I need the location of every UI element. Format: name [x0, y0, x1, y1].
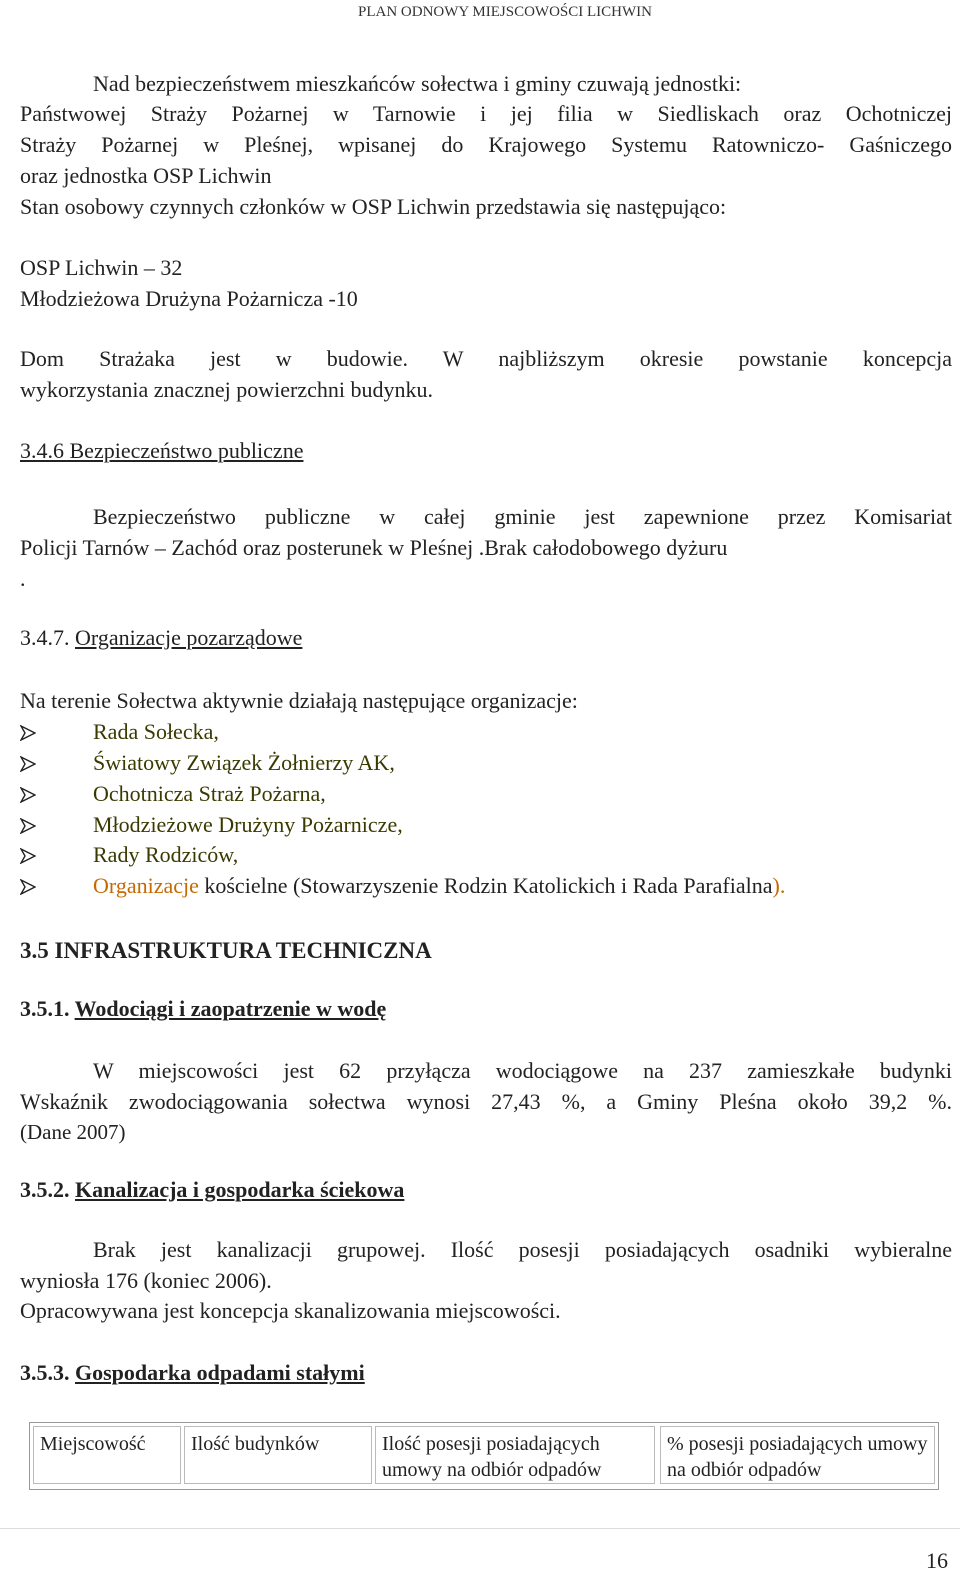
list-item: Młodzieżowe Drużyny Pożarnicze,	[93, 812, 403, 837]
section-3-5-3-heading	[20, 1359, 365, 1387]
list-item: Rady Rodziców,	[93, 842, 239, 867]
sec352-line3: Opracowywana jest koncepcja skanalizowania miejscowości.	[20, 1298, 561, 1323]
list-item: Rada Sołecka,	[93, 719, 219, 744]
osp-lichwin-count: OSP Lichwin – 32	[20, 255, 183, 280]
page-number: 16	[926, 1548, 948, 1573]
dom-strazaka-line2: wykorzystania znacznej powierzchni budynku.	[20, 377, 433, 402]
sec352-title: Kanalizacja i gospodarka ściekowa	[75, 1177, 405, 1202]
list-item: Światowy Związek Żołnierzy AK,	[93, 750, 395, 775]
sec352-line1: Brak jest kanalizacji grupowej. Ilość posesji posiadających osadniki wybieralne	[93, 1237, 952, 1262]
table-header-cell: Miejscowość	[33, 1426, 181, 1484]
sec353-num: 3.5.3.	[20, 1360, 70, 1385]
arrow-bullet-icon	[20, 879, 36, 895]
arrow-bullet-icon	[20, 725, 36, 741]
arrow-bullet-icon	[20, 756, 36, 772]
section-3-5-heading: 3.5 INFRASTRUKTURA TECHNICZNA	[20, 938, 432, 963]
list-item	[93, 872, 785, 900]
sec351-line3: (Dane 2007)	[20, 1120, 126, 1144]
para1-line5: Stan osobowy czynnych członków w OSP Lichwin przedstawia się następująco:	[20, 194, 727, 219]
table-header-cell: Ilość budynków	[184, 1426, 372, 1484]
sec347-title: Organizacje pozarządowe	[75, 625, 303, 650]
section-3-4-6-heading: 3.4.6 Bezpieczeństwo publiczne	[20, 438, 304, 463]
list-item-part: kościelne (Stowarzyszenie Rodzin Katolickich i Rada Parafialna	[198, 873, 773, 898]
sec351-title: Wodociągi i zaopatrzenie w wodę	[74, 996, 387, 1021]
list-item: Ochotnicza Straż Pożarna,	[93, 781, 326, 806]
para1-line3: Straży Pożarnej w Pleśnej, wpisanej do Krajowego Systemu Ratowniczo- Gaśniczego	[20, 132, 952, 157]
list-item-part: ).	[772, 873, 786, 898]
list-item-part: Organizacje	[93, 873, 199, 898]
sec351-line1: W miejscowości jest 62 przyłącza wodociągowe na 237 zamieszkałe budynki	[93, 1058, 952, 1083]
arrow-bullet-icon	[20, 787, 36, 803]
sec346-line1: Bezpieczeństwo publiczne w całej gminie jest zapewnione przez Komisariat	[93, 504, 952, 529]
table-header-cell: Ilość posesji posiadających umowy na odbiór odpadów	[375, 1426, 655, 1484]
page-divider	[0, 1528, 960, 1529]
para1-line2: Państwowej Straży Pożarnej w Tarnowie i jej filia w Siedliskach oraz Ochotniczej	[20, 101, 952, 126]
dom-strazaka-line1: Dom Strażaka jest w budowie. W najbliższym okresie powstanie koncepcja	[20, 346, 952, 371]
sec351-num: 3.5.1.	[20, 996, 70, 1021]
sec346-line2: Policji Tarnów – Zachód oraz posterunek w Pleśnej .Brak całodobowego dyżuru	[20, 535, 728, 560]
para1-line1: Nad bezpieczeństwem mieszkańców sołectwa i gminy czuwają jednostki:	[93, 71, 742, 96]
para1-line4: oraz jednostka OSP Lichwin	[20, 163, 272, 188]
sec347-intro: Na terenie Sołectwa aktywnie działają następujące organizacje:	[20, 688, 578, 713]
running-header: PLAN ODNOWY MIEJSCOWOŚCI LICHWIN	[357, 4, 652, 20]
sec353-title: Gospodarka odpadami stałymi	[75, 1360, 365, 1385]
sec352-line2: wyniosła 176 (koniec 2006).	[20, 1268, 272, 1293]
table-header-cell: % posesji posiadających umowy na odbiór odpadów	[660, 1426, 935, 1484]
section-3-4-7-heading	[20, 624, 302, 652]
section-3-5-2-heading	[20, 1176, 404, 1204]
waste-table	[29, 1422, 939, 1490]
sec346-line3: .	[20, 566, 26, 591]
section-3-5-1-heading	[20, 995, 386, 1023]
sec352-num: 3.5.2.	[20, 1177, 70, 1202]
arrow-bullet-icon	[20, 818, 36, 834]
arrow-bullet-icon	[20, 848, 36, 864]
sec351-line2: Wskaźnik zwodociągowania sołectwa wynosi 27,43 %, a Gminy Pleśna około 39,2 %.	[20, 1089, 952, 1114]
mdp-count: Młodzieżowa Drużyna Pożarnicza -10	[20, 286, 358, 311]
sec347-num: 3.4.7.	[20, 625, 70, 650]
